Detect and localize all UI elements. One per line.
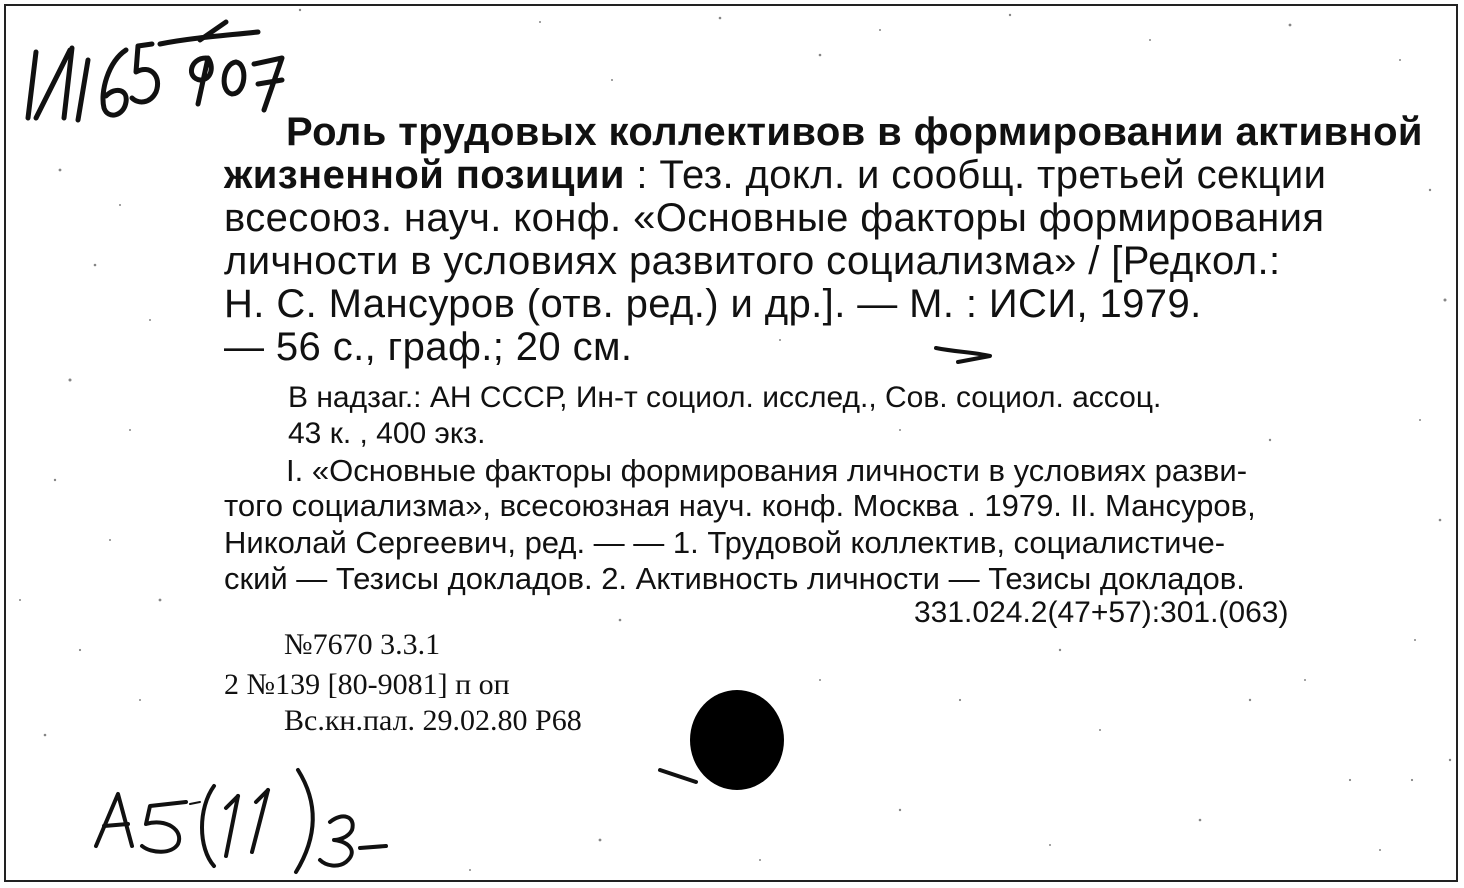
title-rest-part: всесоюз. науч. конф. «Основные факторы формирования bbox=[224, 196, 1325, 240]
title-rest-part: — 56 с., граф.; 20 см. bbox=[224, 325, 633, 369]
title-line-1 bbox=[286, 112, 1423, 152]
title-rest-part: : Тез. докл. и сообщ. третьей секции bbox=[624, 153, 1327, 197]
tracing-line-3: Николай Сергеевич, ред. — — 1. Трудовой коллектив, социалистиче- bbox=[224, 525, 1226, 560]
title-bold-part: жизненной позиции bbox=[224, 153, 625, 197]
title-bold-part: Роль трудовых коллективов в формировании активной bbox=[286, 110, 1423, 154]
punch-hole bbox=[690, 690, 784, 790]
title-rest-part: Н. С. Мансуров (отв. ред.) и др.]. — М. : ИСИ, 1979. bbox=[224, 282, 1202, 326]
classification-number: 331.024.2(47+57):301.(063) bbox=[914, 596, 1289, 629]
tracing-line-2: того социализма», всесоюзная науч. конф. Москва . 1979. II. Мансуров, bbox=[224, 488, 1256, 523]
tracing-line-4: ский — Тезисы докладов. 2. Активность личности — Тезисы докладов. bbox=[224, 561, 1245, 596]
title-line-5 bbox=[224, 284, 1202, 324]
tracing-line-1: I. «Основные факторы формирования личности в условиях разви- bbox=[286, 453, 1248, 488]
title-line-2 bbox=[224, 155, 1326, 195]
title-rest-part: личности в условиях развитого социализма» / [Редкол.: bbox=[224, 239, 1281, 283]
note-line-2: 43 к. , 400 экз. bbox=[288, 417, 486, 450]
meta-line-2: 2 №139 [80-9081] п оп bbox=[224, 668, 510, 701]
meta-line-3: Вс.кн.пал. 29.02.80 Р68 bbox=[284, 704, 582, 737]
title-line-4 bbox=[224, 241, 1281, 281]
note-line-1: В надзаг.: АН СССР, Ин-т социол. исслед., Сов. социол. ассоц. bbox=[288, 381, 1162, 414]
title-line-3 bbox=[224, 198, 1324, 238]
meta-line-1: №7670 3.3.1 bbox=[284, 628, 441, 661]
title-line-6 bbox=[224, 327, 632, 367]
